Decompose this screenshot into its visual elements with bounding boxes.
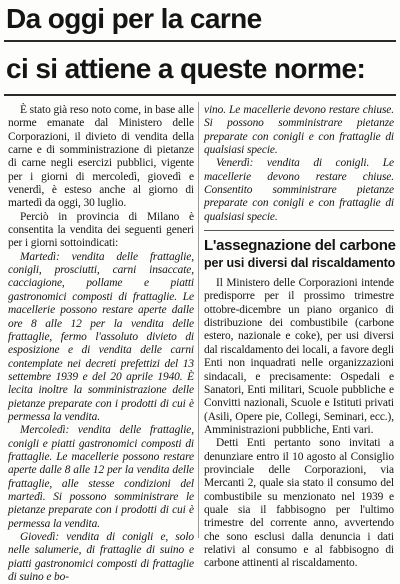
carbone-heading — [204, 237, 394, 271]
paragraph-mercoledi: Mercoledì: vendita delle frattaglie, conigli e piatti gastronomici composti di frattaglie. Le macellerie possono restare aperte dalle 8 alle 12 per la vendita delle frattaglie, alle stesse condizioni del martedì. Si possono somministrare le pietanze preparate con i prodotti di cui è permessa la vendita. — [8, 424, 194, 530]
column-divider — [198, 102, 199, 538]
paragraph-giovedi-cont: vino. Le macellerie devono restare chiuse. Si possono somministrare pietanze preparate con conigli e con frattaglie di qualsiasi specie. — [204, 104, 394, 157]
carbone-heading-subtitle: per usi diversi dal riscaldamento — [204, 256, 396, 271]
paragraph-ministero: Il Ministero delle Corporazioni intende predisporre per il prossimo trimestre ottobre-dicembre un piano organico di distribuzione dei combustibile (carbone estero, nazionale e coke), per usi diversi dal riscaldamento dei locali, a favore degli Enti non inquadrati nelle organizzazioni sindacali, e precisamente: Ospedali e Sanatori, Enti militari, Scuole pubbliche e Convitti nazionali, Scuole e Istituti privati (Asili, Opere pie, Collegi, Seminari, ecc.), Amministrazioni pubbliche, Enti vari. — [204, 277, 394, 436]
paragraph-martedi: Martedì: vendita delle frattaglie, conigli, prosciutti, carni insaccate, cacciagione, pollame e piatti gastronomici composti di frattaglie. Le macellerie possono restare aperte dalle ore 8 alle 12 per la vendita delle frattaglie, fermo l'assoluto divieto di esposizione e di vendita delle carni contemplate nei decreti prefettizi del 13 settembre 1939 e del 20 aprile 1940. È lecita inoltre la somministrazione delle pietanze preparate con i prodotti di cui è permessa la vendita. — [8, 250, 194, 423]
headline-divider — [4, 40, 396, 42]
article-left-column — [8, 104, 194, 584]
paragraph-enti: Detti Enti pertanto sono invitati a denunziare entro il 10 agosto al Consiglio provinciale delle Corporazioni, via Mercanti 2, quale sia stato il consumo del combustibile su menzionato nel 1939 e quale sia il fabbisogno per l'ultimo trimestre del corrente anno, avvertendo che sono esclusi dalla denuncia i dati relativi al consumo e al fabbisogno di carbone attinenti al riscaldamento. — [204, 437, 394, 570]
article-right-column — [204, 104, 394, 571]
paragraph-provincia: Perciò in provincia di Milano è consentita la vendita dei seguenti generi per i giorni sottoindicati: — [8, 210, 194, 250]
carbone-heading-title: L'assegnazione del carbone — [204, 237, 396, 255]
section-divider — [204, 230, 394, 231]
paragraph-intro: È stato già reso noto come, in base alle norme emanate dal Ministero delle Corporazioni, il divieto di vendita della carne e di somministrazione di pietanze di carne negli esercizi pubblici, vigente per i giorni di mercoledì, giovedì e venerdì, è esteso anche al giorno di martedì da oggi, 30 luglio. — [8, 104, 194, 210]
headline: Da oggi per la carne — [6, 3, 262, 34]
subheadline-divider — [4, 94, 396, 96]
paragraph-giovedi: Giovedì: vendita di conigli e, solo nelle salumerie, di frattaglie di suino e piatti gastronomici composti di frattaglie di suino e bo- — [8, 531, 194, 584]
subheadline: ci si attiene a queste norme: — [6, 53, 366, 84]
paragraph-venerdi: Venerdì: vendita di conigli. Le macellerie devono restare chiuse. Consentito somministrare pietanze preparate con conigli e con frattaglie di qualsiasi specie. — [204, 157, 394, 223]
